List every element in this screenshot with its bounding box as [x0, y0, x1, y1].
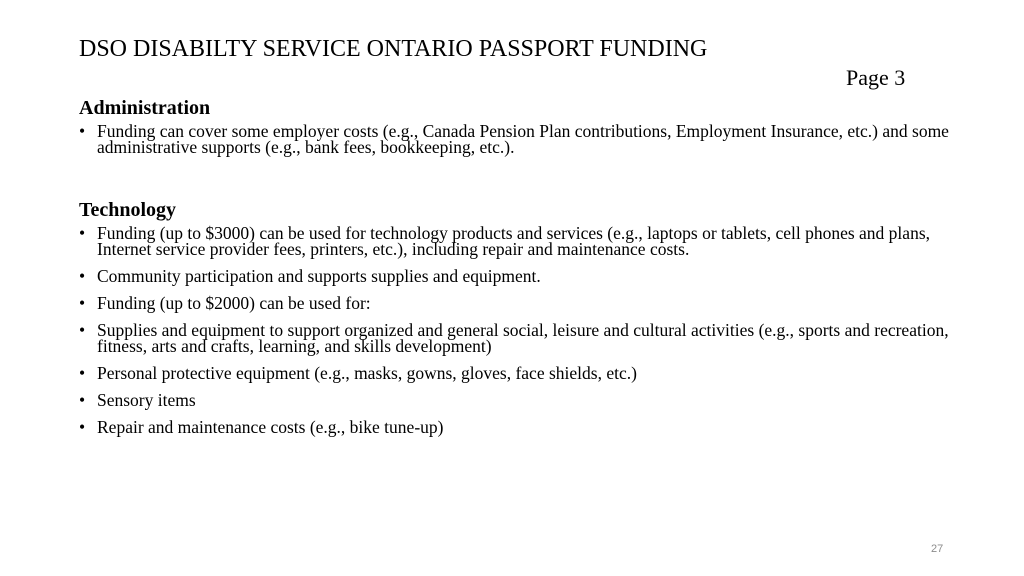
- bullet-item: • Funding (up to $2000) can be used for:: [79, 295, 959, 311]
- bullet-item: • Personal protective equipment (e.g., masks, gowns, gloves, face shields, etc.): [79, 365, 959, 381]
- slide-number: 27: [931, 543, 944, 555]
- bullet-item: • Community participation and supports supplies and equipment.: [79, 268, 959, 284]
- bullet-item: • Funding (up to $3000) can be used for technology products and services (e.g., laptops or tablets, cell phones and plans, Internet service provider fees, printers, etc.), including repair and maintenance costs.: [79, 225, 959, 257]
- bullet-item: • Repair and maintenance costs (e.g., bike tune-up): [79, 419, 959, 435]
- technology-heading: Technology: [79, 199, 177, 221]
- bullet-item: • Funding can cover some employer costs (e.g., Canada Pension Plan contributions, Employment Insurance, etc.) and some administrative supports (e.g., bank fees, bookkeeping, etc.).: [79, 123, 959, 155]
- administration-heading: Administration: [79, 97, 211, 119]
- administration-section: [79, 95, 959, 166]
- technology-section: [79, 197, 959, 446]
- bullet-item: • Supplies and equipment to support organized and general social, leisure and cultural activities (e.g., sports and recreation, fitness, arts and crafts, learning, and skills development): [79, 322, 959, 354]
- page-label: Page 3: [846, 65, 906, 90]
- technology-bullet-list: [79, 225, 959, 435]
- administration-bullet-list: [79, 123, 959, 155]
- bullet-item: • Sensory items: [79, 392, 959, 408]
- slide-title: DSO DISABILTY SERVICE ONTARIO PASSPORT FUNDING: [79, 36, 708, 62]
